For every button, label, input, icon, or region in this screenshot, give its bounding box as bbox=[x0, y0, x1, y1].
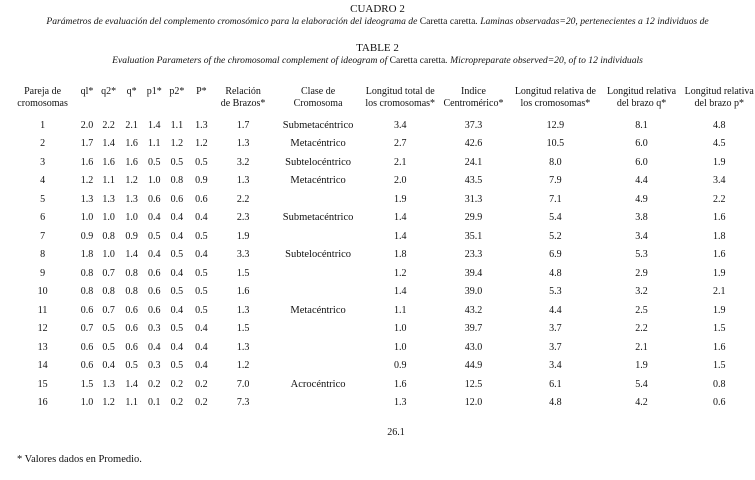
cell-lr: 6.1 bbox=[549, 378, 562, 390]
cell-lq: 6.0 bbox=[635, 156, 648, 168]
table-row bbox=[8, 135, 755, 154]
cell-q2: 1.0 bbox=[102, 212, 115, 224]
cell-ic: 12.0 bbox=[464, 397, 483, 409]
cell-q: 1.4 bbox=[125, 378, 138, 390]
cell-q: 0.6 bbox=[125, 341, 138, 353]
cell-P: 0.5 bbox=[195, 230, 208, 242]
cell-lp: 4.5 bbox=[712, 138, 726, 150]
cell-lt: 1.4 bbox=[393, 286, 407, 298]
cell-clase bbox=[272, 320, 365, 339]
caption-en-species: Caretta caretta bbox=[389, 55, 446, 66]
cell-ic: 43.2 bbox=[464, 304, 483, 316]
cell-lt: 1.8 bbox=[393, 249, 407, 261]
cell-ic: 29.9 bbox=[464, 212, 483, 224]
cell-clase: Submetacéntrico bbox=[282, 212, 354, 224]
cell-lp: 1.9 bbox=[712, 267, 726, 279]
cell-q: 0.6 bbox=[125, 323, 138, 335]
cell-q: 1.2 bbox=[125, 175, 138, 187]
cell-rel: 7.3 bbox=[236, 397, 250, 409]
cell-q2: 0.8 bbox=[102, 230, 115, 242]
cell-p2: 0.2 bbox=[170, 397, 184, 409]
cell-lt: 1.9 bbox=[393, 193, 407, 205]
cell-ql: 1.0 bbox=[80, 397, 94, 409]
cell-lr: 5.4 bbox=[549, 212, 562, 224]
cell-rel: 1.6 bbox=[236, 286, 250, 298]
table-row bbox=[8, 320, 755, 339]
cell-lr: 12.9 bbox=[546, 119, 565, 131]
cell-lq: 3.8 bbox=[635, 212, 648, 224]
cell-q2: 0.4 bbox=[102, 360, 115, 372]
cell-clase bbox=[272, 394, 365, 413]
cell-P: 0.2 bbox=[195, 397, 208, 409]
cell-n: 5 bbox=[40, 193, 46, 205]
header-indice: Indice Centromérico* bbox=[443, 86, 504, 109]
cell-q: 1.4 bbox=[125, 249, 138, 261]
cell-ic: 31.3 bbox=[464, 193, 483, 205]
cell-q: 0.8 bbox=[125, 267, 138, 279]
cell-n: 8 bbox=[40, 249, 46, 261]
cell-q: 1.6 bbox=[125, 156, 138, 168]
cell-rel: 2.2 bbox=[236, 193, 250, 205]
cell-lr: 6.9 bbox=[549, 249, 562, 261]
table-row bbox=[8, 153, 755, 172]
cell-lq: 4.9 bbox=[635, 193, 648, 205]
table-row bbox=[8, 338, 755, 357]
cell-q2: 0.7 bbox=[102, 267, 115, 279]
cell-lt: 3.4 bbox=[393, 119, 407, 131]
header-longitud-total: Longitud total de los cromosomas* bbox=[365, 86, 436, 109]
cell-q2: 1.1 bbox=[102, 175, 115, 187]
cell-lr: 5.3 bbox=[549, 286, 562, 298]
cell-p1: 0.4 bbox=[148, 212, 161, 224]
cell-q2: 0.8 bbox=[102, 286, 115, 298]
cell-lt: 2.7 bbox=[393, 138, 407, 150]
cell-rel: 3.2 bbox=[236, 156, 250, 168]
cell-p2: 0.8 bbox=[170, 175, 184, 187]
cell-n: 2 bbox=[40, 138, 46, 150]
cell-p2: 0.5 bbox=[170, 249, 184, 261]
cell-clase: Metacéntrico bbox=[290, 304, 346, 316]
table-row bbox=[8, 172, 755, 191]
cell-P: 0.9 bbox=[195, 175, 208, 187]
cell-ic: 39.7 bbox=[464, 323, 483, 335]
cell-clase: Subtelocéntrico bbox=[285, 249, 352, 261]
cell-p1: 0.5 bbox=[148, 156, 161, 168]
caption-es-text bbox=[0, 16, 755, 27]
cell-q: 0.8 bbox=[125, 286, 138, 298]
caption-en-text bbox=[0, 55, 755, 66]
cell-p2: 0.4 bbox=[170, 341, 184, 353]
cell-lt: 2.0 bbox=[393, 175, 407, 187]
cell-q2: 1.3 bbox=[102, 378, 115, 390]
cell-clase bbox=[272, 283, 365, 302]
cell-clase bbox=[272, 338, 365, 357]
cell-lq: 2.5 bbox=[635, 304, 648, 316]
header-brazo-q: Longitud relativa del brazo q* bbox=[606, 86, 677, 109]
cell-ic: 42.6 bbox=[464, 138, 483, 150]
cell-lq: 1.9 bbox=[635, 360, 648, 372]
cell-rel: 1.5 bbox=[236, 323, 250, 335]
cell-lp: 1.9 bbox=[712, 156, 726, 168]
cell-rel: 1.3 bbox=[236, 341, 250, 353]
cell-n: 10 bbox=[37, 286, 48, 298]
cell-q2: 1.2 bbox=[102, 397, 115, 409]
cell-ic: 23.3 bbox=[464, 249, 483, 261]
header-brazo-p: Longitud relativa del brazo p* bbox=[684, 86, 754, 109]
cell-lt: 1.6 bbox=[393, 378, 407, 390]
cell-q: 1.6 bbox=[125, 138, 138, 150]
cell-ql: 0.8 bbox=[80, 267, 94, 279]
cell-n: 6 bbox=[40, 212, 46, 224]
cell-rel: 1.3 bbox=[236, 138, 250, 150]
table-row bbox=[8, 357, 755, 376]
cell-lr: 4.8 bbox=[549, 267, 562, 279]
cell-ic: 39.0 bbox=[464, 286, 483, 298]
cell-ql: 0.6 bbox=[80, 341, 94, 353]
cell-ql: 1.6 bbox=[80, 156, 94, 168]
cell-P: 0.4 bbox=[195, 360, 208, 372]
cell-ql: 0.6 bbox=[80, 304, 94, 316]
cell-P: 1.3 bbox=[195, 119, 208, 131]
cell-clase bbox=[272, 264, 365, 283]
cell-lt: 1.4 bbox=[393, 212, 407, 224]
cell-lq: 5.3 bbox=[635, 249, 648, 261]
cell-P: 0.5 bbox=[195, 304, 208, 316]
cell-q: 1.0 bbox=[125, 212, 138, 224]
table-body bbox=[8, 116, 755, 412]
cell-lr: 3.7 bbox=[549, 323, 562, 335]
chromosome-table bbox=[8, 86, 755, 412]
cell-lp: 4.8 bbox=[712, 119, 726, 131]
cell-clase: Metacéntrico bbox=[290, 138, 346, 150]
caption-en-after: . Micropreparate observed=20, of to 12 individuals bbox=[445, 55, 643, 66]
cell-clase: Acrocéntrico bbox=[290, 378, 346, 390]
cell-lt: 0.9 bbox=[393, 360, 407, 372]
table-row bbox=[8, 116, 755, 135]
cell-ic: 12.5 bbox=[464, 378, 483, 390]
cell-p2: 0.2 bbox=[170, 378, 184, 390]
cell-lr: 7.9 bbox=[549, 175, 562, 187]
caption-es-after: . Laminas observadas=20, pertenecientes a 12 individuos de bbox=[475, 16, 709, 27]
cell-q: 0.6 bbox=[125, 304, 138, 316]
cell-q2: 2.2 bbox=[102, 119, 115, 131]
cell-lp: 1.9 bbox=[712, 304, 726, 316]
header-pareja: Pareja de cromosomas bbox=[17, 86, 68, 109]
cell-p2: 1.2 bbox=[170, 138, 184, 150]
cell-p1: 0.6 bbox=[148, 193, 161, 205]
cell-clase: Metacéntrico bbox=[290, 175, 346, 187]
cell-lq: 6.0 bbox=[635, 138, 648, 150]
cell-lp: 3.4 bbox=[712, 175, 726, 187]
cell-lp: 1.6 bbox=[712, 212, 726, 224]
cell-ql: 1.3 bbox=[80, 193, 94, 205]
table-row bbox=[8, 283, 755, 302]
cell-P: 0.2 bbox=[195, 378, 208, 390]
cell-clase bbox=[272, 227, 365, 246]
cell-lp: 2.1 bbox=[712, 286, 726, 298]
cell-p2: 1.1 bbox=[170, 119, 184, 131]
cell-lp: 1.5 bbox=[712, 360, 726, 372]
cell-lq: 2.9 bbox=[635, 267, 648, 279]
total-longitud: 26.1 bbox=[387, 427, 405, 438]
caption-es-species: Caretta caretta bbox=[419, 16, 476, 27]
cell-lp: 1.6 bbox=[712, 341, 726, 353]
caption-en-before: Evaluation Parameters of the chromosomal complement of ideogram of bbox=[112, 55, 390, 66]
cell-q2: 1.3 bbox=[102, 193, 115, 205]
cell-n: 1 bbox=[40, 119, 46, 131]
cell-n: 7 bbox=[40, 230, 46, 242]
cell-q2: 0.5 bbox=[102, 341, 115, 353]
cell-P: 0.4 bbox=[195, 341, 208, 353]
cell-n: 13 bbox=[37, 341, 48, 353]
cell-lq: 3.4 bbox=[635, 230, 648, 242]
cell-lr: 5.2 bbox=[549, 230, 562, 242]
table-row bbox=[8, 375, 755, 394]
cell-p1: 0.3 bbox=[148, 323, 161, 335]
caption-es-before: Parámetros de evaluación del complemento cromosómico para la elaboración del ideograma de bbox=[46, 16, 420, 27]
header-p: P* bbox=[196, 86, 207, 97]
cell-lq: 4.4 bbox=[635, 175, 648, 187]
cell-ql: 0.8 bbox=[80, 286, 94, 298]
cell-clase: Submetacéntrico bbox=[282, 119, 354, 131]
cell-lt: 1.0 bbox=[393, 323, 407, 335]
cell-ic: 44.9 bbox=[464, 360, 483, 372]
cell-ql: 1.8 bbox=[80, 249, 94, 261]
cell-rel: 1.9 bbox=[236, 230, 250, 242]
table-row bbox=[8, 301, 755, 320]
table-row bbox=[8, 190, 755, 209]
cell-P: 0.5 bbox=[195, 267, 208, 279]
cell-lp: 2.2 bbox=[712, 193, 726, 205]
cell-p2: 0.4 bbox=[170, 212, 184, 224]
cell-ic: 35.1 bbox=[464, 230, 483, 242]
cell-ql: 0.6 bbox=[80, 360, 94, 372]
table-row bbox=[8, 246, 755, 265]
cell-rel: 1.3 bbox=[236, 304, 250, 316]
cell-lr: 3.7 bbox=[549, 341, 562, 353]
cell-lp: 0.6 bbox=[712, 397, 726, 409]
cell-lr: 7.1 bbox=[549, 193, 562, 205]
cell-lt: 1.1 bbox=[393, 304, 407, 316]
cell-q2: 0.5 bbox=[102, 323, 115, 335]
cell-rel: 1.5 bbox=[236, 267, 250, 279]
cell-lq: 4.2 bbox=[635, 397, 648, 409]
cell-ql: 0.9 bbox=[80, 230, 94, 242]
cell-lq: 8.1 bbox=[635, 119, 648, 131]
cell-lr: 10.5 bbox=[546, 138, 565, 150]
cell-lr: 4.8 bbox=[549, 397, 562, 409]
header-clase: Clase de Cromosoma bbox=[293, 86, 343, 109]
cell-ql: 1.7 bbox=[80, 138, 94, 150]
cell-rel: 2.3 bbox=[236, 212, 250, 224]
cell-q: 0.5 bbox=[125, 360, 138, 372]
cell-ic: 24.1 bbox=[464, 156, 483, 168]
header-ql: ql* bbox=[80, 86, 94, 97]
cell-p2: 0.4 bbox=[170, 304, 184, 316]
cell-p2: 0.5 bbox=[170, 323, 184, 335]
cell-ic: 37.3 bbox=[464, 119, 483, 131]
cell-rel: 3.3 bbox=[236, 249, 250, 261]
cell-lq: 2.1 bbox=[635, 341, 648, 353]
cell-ic: 43.0 bbox=[464, 341, 483, 353]
cell-P: 0.5 bbox=[195, 286, 208, 298]
cell-ql: 1.2 bbox=[80, 175, 94, 187]
cell-n: 4 bbox=[40, 175, 46, 187]
cell-q: 2.1 bbox=[125, 119, 138, 131]
cell-rel: 1.3 bbox=[236, 175, 250, 187]
header-p2: p2* bbox=[169, 86, 185, 97]
cell-lp: 1.6 bbox=[712, 249, 726, 261]
cell-lq: 3.2 bbox=[635, 286, 648, 298]
cell-n: 3 bbox=[40, 156, 46, 168]
cell-n: 9 bbox=[40, 267, 46, 279]
cell-P: 0.4 bbox=[195, 323, 208, 335]
cell-P: 1.2 bbox=[195, 138, 208, 150]
header-row bbox=[8, 86, 755, 116]
cell-p1: 1.0 bbox=[148, 175, 161, 187]
cell-lt: 1.2 bbox=[393, 267, 407, 279]
cell-p1: 0.4 bbox=[148, 249, 161, 261]
cell-lr: 4.4 bbox=[549, 304, 562, 316]
cell-P: 0.4 bbox=[195, 249, 208, 261]
cell-lp: 0.8 bbox=[712, 378, 726, 390]
cell-n: 11 bbox=[37, 304, 48, 316]
cell-ic: 43.5 bbox=[464, 175, 483, 187]
cell-ql: 2.0 bbox=[80, 119, 94, 131]
cell-rel: 1.2 bbox=[236, 360, 250, 372]
footnote: * Valores dados en Promedio. bbox=[17, 454, 142, 465]
cell-p2: 0.4 bbox=[170, 267, 184, 279]
cell-P: 0.5 bbox=[195, 156, 208, 168]
cell-ql: 0.7 bbox=[80, 323, 94, 335]
header-p1: p1* bbox=[146, 86, 162, 97]
cell-lq: 5.4 bbox=[635, 378, 648, 390]
cell-lp: 1.5 bbox=[712, 323, 726, 335]
cell-n: 16 bbox=[37, 397, 48, 409]
cell-ql: 1.5 bbox=[80, 378, 94, 390]
cell-clase bbox=[272, 190, 365, 209]
header-q2: q2* bbox=[101, 86, 117, 97]
cell-n: 15 bbox=[37, 378, 48, 390]
cell-p2: 0.6 bbox=[170, 193, 184, 205]
cell-p1: 1.4 bbox=[148, 119, 161, 131]
cell-p1: 1.1 bbox=[148, 138, 161, 150]
cell-q: 1.1 bbox=[125, 397, 138, 409]
cell-p2: 0.5 bbox=[170, 360, 184, 372]
cell-p1: 0.4 bbox=[148, 341, 161, 353]
cell-p2: 0.5 bbox=[170, 156, 184, 168]
cell-lp: 1.8 bbox=[712, 230, 726, 242]
cell-p2: 0.4 bbox=[170, 230, 184, 242]
cell-q2: 0.7 bbox=[102, 304, 115, 316]
cell-P: 0.6 bbox=[195, 193, 208, 205]
cell-n: 12 bbox=[37, 323, 48, 335]
cell-p1: 0.6 bbox=[148, 304, 161, 316]
cell-p1: 0.6 bbox=[148, 286, 161, 298]
cell-p2: 0.5 bbox=[170, 286, 184, 298]
header-longitud-relativa: Longitud relativa de los cromosomas* bbox=[514, 86, 596, 109]
cell-n: 14 bbox=[37, 360, 48, 372]
cell-p1: 0.6 bbox=[148, 267, 161, 279]
cell-lt: 2.1 bbox=[393, 156, 407, 168]
cell-p1: 0.5 bbox=[148, 230, 161, 242]
cell-P: 0.4 bbox=[195, 212, 208, 224]
cell-ic: 39.4 bbox=[464, 267, 483, 279]
cell-ql: 1.0 bbox=[80, 212, 94, 224]
caption-en-label: TABLE 2 bbox=[356, 42, 399, 54]
table-row bbox=[8, 209, 755, 228]
cell-q: 0.9 bbox=[125, 230, 138, 242]
cell-lq: 2.2 bbox=[635, 323, 648, 335]
header-relacion: Relación de Brazos* bbox=[220, 86, 266, 109]
cell-lt: 1.3 bbox=[393, 397, 407, 409]
cell-q: 1.3 bbox=[125, 193, 138, 205]
cell-lr: 3.4 bbox=[549, 360, 562, 372]
table-row bbox=[8, 394, 755, 413]
cell-lr: 8.0 bbox=[549, 156, 562, 168]
cell-lt: 1.4 bbox=[393, 230, 407, 242]
cell-q2: 1.0 bbox=[102, 249, 115, 261]
caption-es-label: CUADRO 2 bbox=[350, 3, 405, 15]
cell-rel: 7.0 bbox=[236, 378, 250, 390]
cell-q2: 1.6 bbox=[102, 156, 115, 168]
header-q: q* bbox=[126, 86, 137, 97]
cell-rel: 1.7 bbox=[236, 119, 250, 131]
cell-lt: 1.0 bbox=[393, 341, 407, 353]
cell-p1: 0.3 bbox=[148, 360, 161, 372]
cell-q2: 1.4 bbox=[102, 138, 115, 150]
table-row bbox=[8, 264, 755, 283]
cell-clase bbox=[272, 357, 365, 376]
table-row bbox=[8, 227, 755, 246]
cell-p1: 0.2 bbox=[148, 378, 161, 390]
cell-p1: 0.1 bbox=[148, 397, 161, 409]
cell-clase: Subtelocéntrico bbox=[285, 156, 352, 168]
